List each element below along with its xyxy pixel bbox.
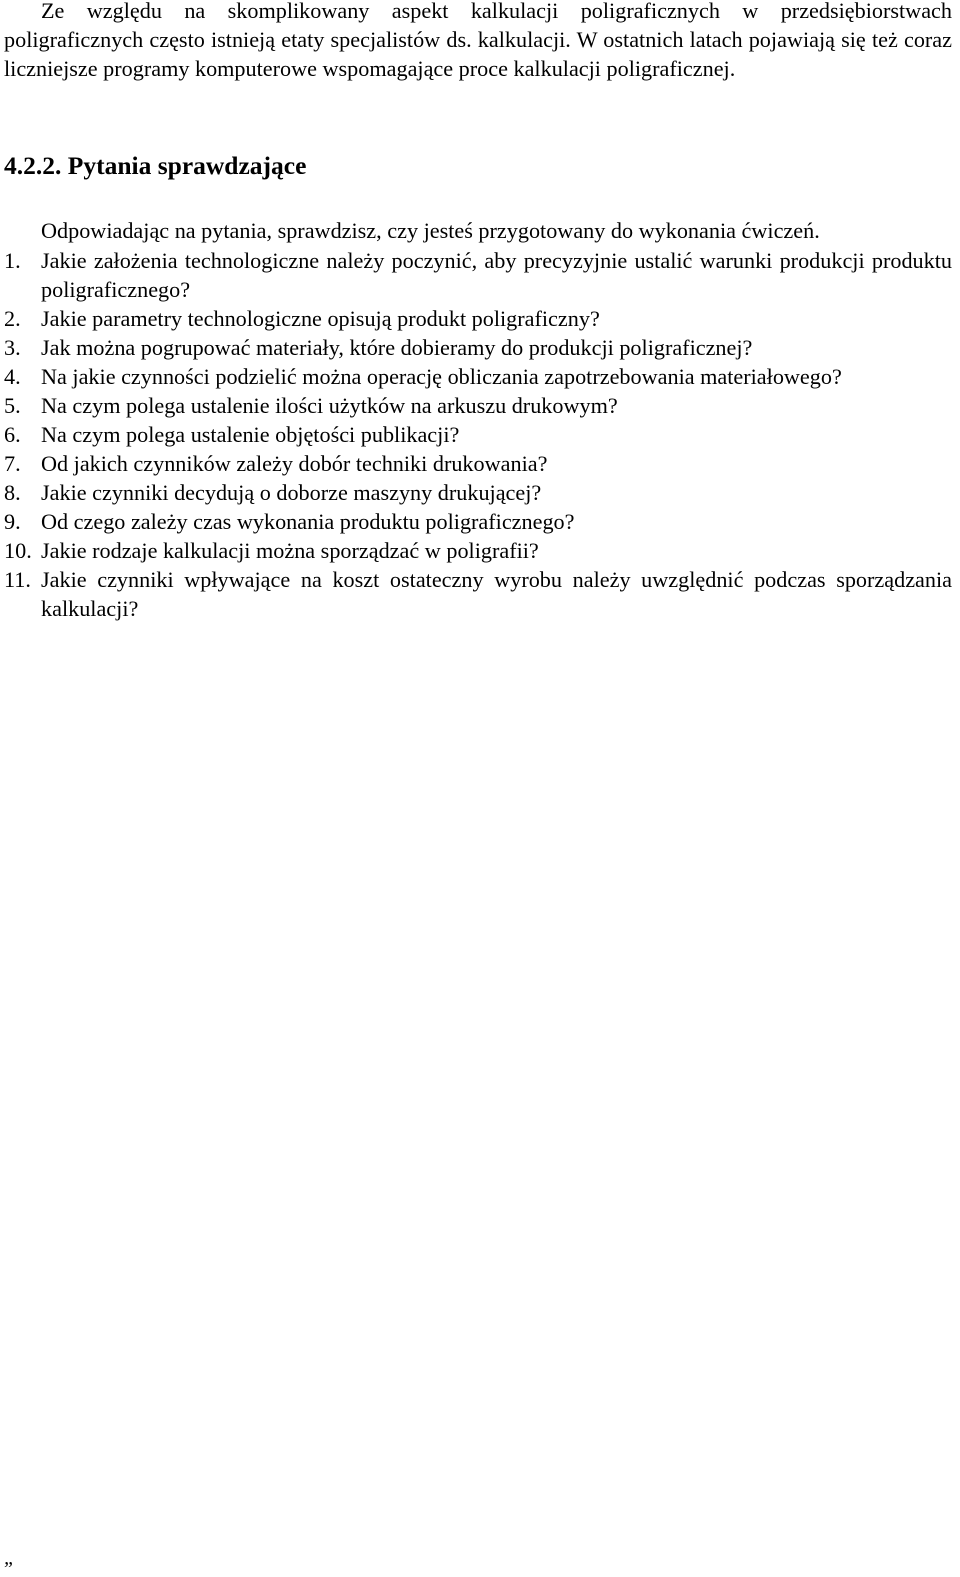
- lead-sentence: Odpowiadając na pytania, sprawdzisz, czy jesteś przygotowany do wykonania ćwiczeń.: [41, 218, 820, 243]
- section-heading: 4.2.2. Pytania sprawdzające: [4, 151, 307, 180]
- question-text: Od jakich czynników zależy dobór techniki drukowania?: [41, 451, 548, 476]
- question-item: [4, 391, 952, 420]
- question-number: 5.: [4, 393, 21, 418]
- question-number: 6.: [4, 422, 21, 447]
- question-item: [4, 246, 952, 304]
- question-text: Na czym polega ustalenie objętości publikacji?: [41, 422, 460, 447]
- question-number: 10.: [4, 538, 32, 563]
- question-text: Na czym polega ustalenie ilości użytków na arkuszu drukowym?: [41, 393, 618, 418]
- question-number: 8.: [4, 480, 21, 505]
- question-number: 4.: [4, 364, 21, 389]
- question-item: [4, 449, 952, 478]
- question-text: Jakie czynniki decydują o doborze maszyny drukującej?: [41, 480, 542, 505]
- question-item: [4, 420, 952, 449]
- question-text: Jakie czynniki wpływające na koszt ostateczny wyrobu należy uwzględnić podczas sporządzania kalkulacji?: [41, 567, 952, 621]
- question-item: [4, 333, 952, 362]
- question-text: Jakie założenia technologiczne należy poczynić, aby precyzyjnie ustalić warunki produkcji produktu poligraficznego?: [41, 248, 952, 302]
- question-text: Jakie rodzaje kalkulacji można sporządzać w poligrafii?: [41, 538, 539, 563]
- question-text: Na jakie czynności podzielić można operację obliczania zapotrzebowania materiałowego?: [41, 364, 842, 389]
- intro-paragraph: Ze względu na skomplikowany aspekt kalkulacji poligraficznych w przedsiębiorstwach poligraficznych często istnieją etaty specjalistów ds. kalkulacji. W ostatnich latach pojawiają się też coraz liczniejsze programy komputerowe wspomagające proce kalkulacji poligraficznej.: [4, 0, 952, 81]
- question-item: [4, 304, 952, 333]
- question-item: [4, 536, 952, 565]
- question-number: 9.: [4, 509, 21, 534]
- question-text: Jakie parametry technologiczne opisują produkt poligraficzny?: [41, 306, 600, 331]
- question-number: 7.: [4, 451, 21, 476]
- questions-list: [4, 246, 952, 623]
- question-number: 2.: [4, 306, 21, 331]
- question-number: 11.: [4, 567, 31, 592]
- question-item: [4, 362, 952, 391]
- question-number: 1.: [4, 248, 21, 273]
- question-text: Jak można pogrupować materiały, które dobieramy do produkcji poligraficznej?: [41, 335, 753, 360]
- footer-mark: „: [4, 1547, 16, 1569]
- question-item: [4, 565, 952, 623]
- question-item: [4, 478, 952, 507]
- question-item: [4, 507, 952, 536]
- question-text: Od czego zależy czas wykonania produktu poligraficznego?: [41, 509, 575, 534]
- question-number: 3.: [4, 335, 21, 360]
